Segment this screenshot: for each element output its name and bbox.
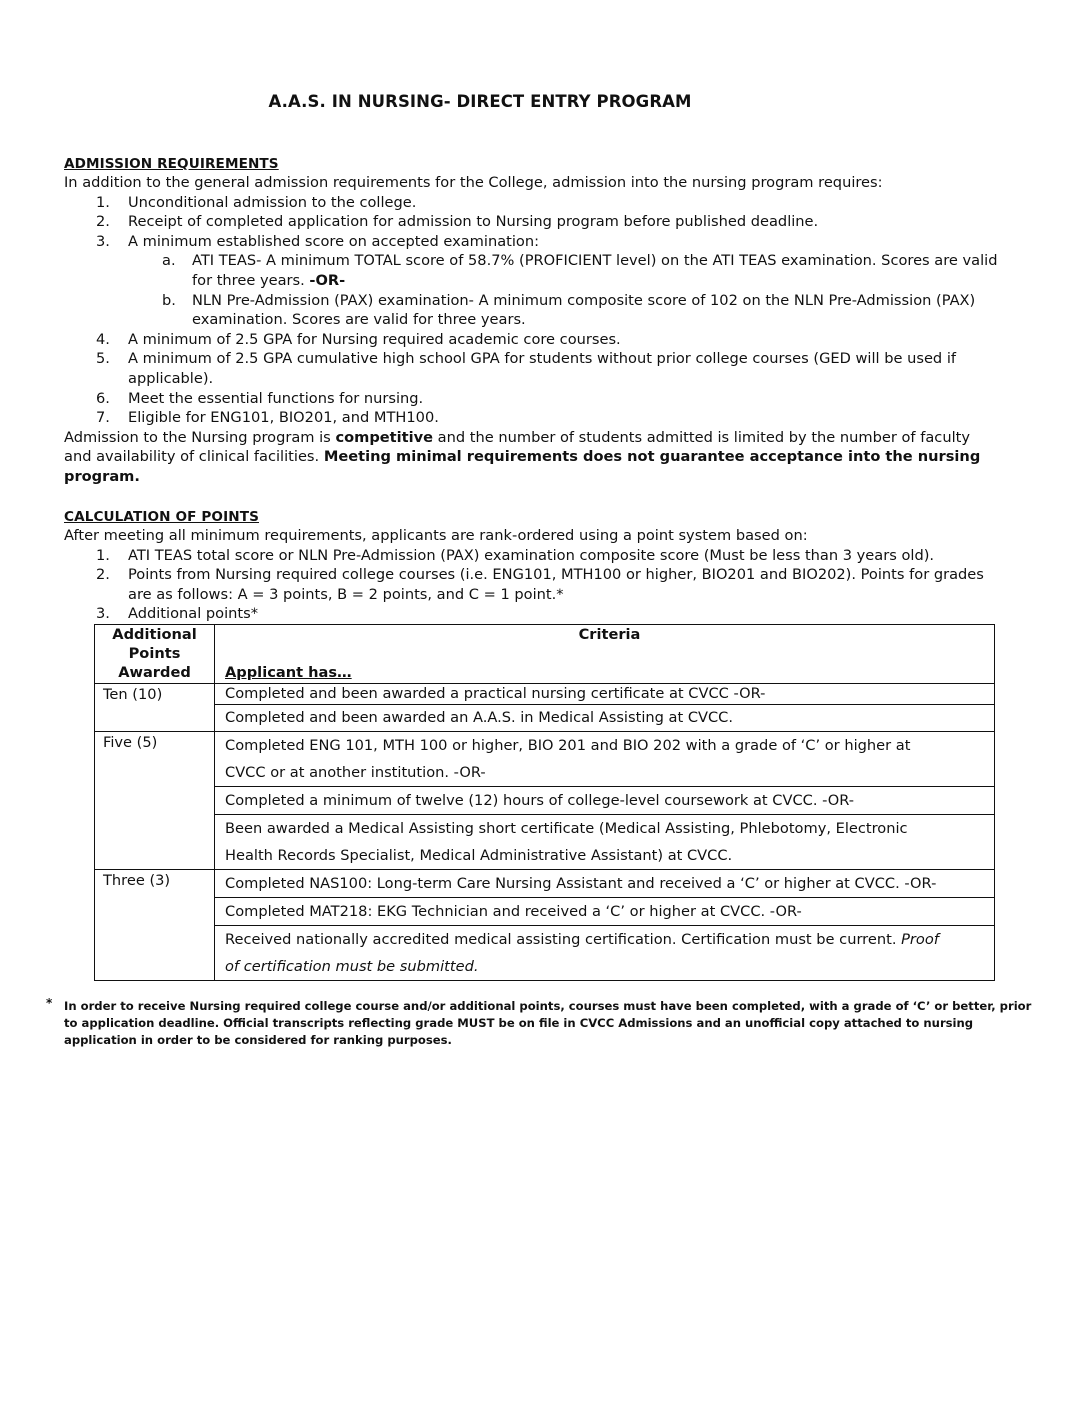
sub-text: for three years. -OR- [192,271,346,289]
criteria-cell: Completed NAS100: Long-term Care Nursing Assistant and received a ‘C’ or higher at CVCC. -OR- [215,870,995,898]
footnote [46,996,1032,1048]
list-item [64,232,1024,252]
criteria-cell: Completed MAT218: EKG Technician and received a ‘C’ or higher at CVCC. -OR- [215,898,995,926]
table-row [95,732,995,787]
points-table [94,624,995,981]
footnote-line: to application deadline. Official transcripts reflecting grade MUST be on file in CVCC Admissions and an unofficial copy attached to nursing [64,1015,974,1030]
admission-closing: and availability of clinical facilities. Meeting minimal requirements does not guarantee acceptance into the nursing [64,448,981,466]
criteria-cell: Received nationally accredited medical assisting certification. Certification must be current. Proof of certification must be submitted. [215,926,995,981]
header-criteria: Criteria Applicant has… [215,625,995,684]
table-header-row [95,625,995,684]
sub-text: examination. Scores are valid for three years. [192,311,526,329]
footnote-marker: * [46,996,53,1010]
item-number: 2. [96,566,110,584]
sub-item [64,251,1024,290]
criteria-cell: Completed ENG 101, MTH 100 or higher, BIO 201 and BIO 202 with a grade of ‘C’ or higher at CVCC or at another institution. -OR- [215,732,995,787]
table-row [95,870,995,898]
points-cell: Five (5) [95,732,215,870]
list-item [64,408,1024,428]
list-item [64,389,1024,409]
admission-closing: Admission to the Nursing program is competitive and the number of students admitted is limited by the number of faculty [64,428,970,446]
admission-closing: program. [64,467,140,485]
item-number: 4. [96,330,110,348]
item-number: 3. [96,232,110,250]
list-item [64,349,1024,388]
table-row [95,926,995,981]
points-heading: CALCULATION OF POINTS [64,509,259,525]
points-cell: Ten (10) [95,684,215,732]
item-number: 1. [96,193,110,211]
sub-text: NLN Pre-Admission (PAX) examination- A minimum composite score of 102 on the NLN Pre-Admission (PAX) [192,291,976,309]
list-item [64,604,1024,624]
item-text: A minimum of 2.5 GPA for Nursing required academic core courses. [128,330,621,348]
points-cell: Three (3) [95,870,215,981]
item-number: 3. [96,605,110,623]
list-item [64,193,1024,213]
item-text: Unconditional admission to the college. [128,193,417,211]
item-text: Receipt of completed application for admission to Nursing program before published deadline. [128,213,819,231]
points-intro: After meeting all minimum requirements, applicants are rank-ordered using a point system based on: [64,527,808,544]
item-number: 7. [96,409,110,427]
footnote-line: In order to receive Nursing required college course and/or additional points, courses must have been completed, with a grade of ‘C’ or better, prior [64,999,1032,1013]
item-text: Points from Nursing required college courses (i.e. ENG101, MTH100 or higher, BIO201 and BIO202). Points for grades [128,566,984,584]
table-row [95,787,995,815]
points-block [64,526,1024,624]
table-row [95,898,995,926]
item-text: ATI TEAS total score or NLN Pre-Admission (PAX) examination composite score (Must be less than 3 years old). [128,546,935,564]
sub-letter: b. [162,291,176,309]
item-text: Eligible for ENG101, BIO201, and MTH100. [128,409,439,427]
sub-item [64,291,1024,330]
item-text: applicable). [128,369,214,387]
footnote-line: application in order to be considered for ranking purposes. [64,1032,452,1047]
item-text: A minimum established score on accepted examination: [128,232,540,250]
item-text: Additional points* [128,605,259,623]
list-item [64,565,1024,604]
admission-block [64,173,1024,487]
sub-text: ATI TEAS- A minimum TOTAL score of 58.7% (PROFICIENT level) on the ATI TEAS examination. Scores are valid [192,252,998,270]
criteria-cell: Completed and been awarded an A.A.S. in Medical Assisting at CVCC. [215,705,995,732]
item-text: Meet the essential functions for nursing. [128,389,424,407]
admission-intro: In addition to the general admission requirements for the College, admission into the nursing program requires: [64,174,883,191]
item-text: are as follows: A = 3 points, B = 2 points, and C = 1 point.* [128,585,564,603]
item-number: 2. [96,213,110,231]
criteria-cell: Completed a minimum of twelve (12) hours of college-level coursework at CVCC. -OR- [215,787,995,815]
list-item [64,330,1024,350]
table-row [95,705,995,732]
table-row [95,815,995,870]
list-item [64,212,1024,232]
admission-heading: ADMISSION REQUIREMENTS [64,156,279,172]
criteria-cell: Been awarded a Medical Assisting short certificate (Medical Assisting, Phlebotomy, Electronic Health Records Specialist, Medical Administrative Assistant) at CVCC. [215,815,995,870]
item-number: 5. [96,350,110,368]
criteria-cell: Completed and been awarded a practical nursing certificate at CVCC -OR- [215,684,995,705]
list-item [64,546,1024,566]
item-text: A minimum of 2.5 GPA cumulative high school GPA for students without prior college courses (GED will be used if [128,350,957,368]
table-row [95,684,995,705]
sub-letter: a. [162,252,176,270]
item-number: 1. [96,546,110,564]
page-title: A.A.S. IN NURSING- DIRECT ENTRY PROGRAM [268,92,692,111]
header-points: Additional Points Awarded [95,625,215,684]
item-number: 6. [96,389,110,407]
